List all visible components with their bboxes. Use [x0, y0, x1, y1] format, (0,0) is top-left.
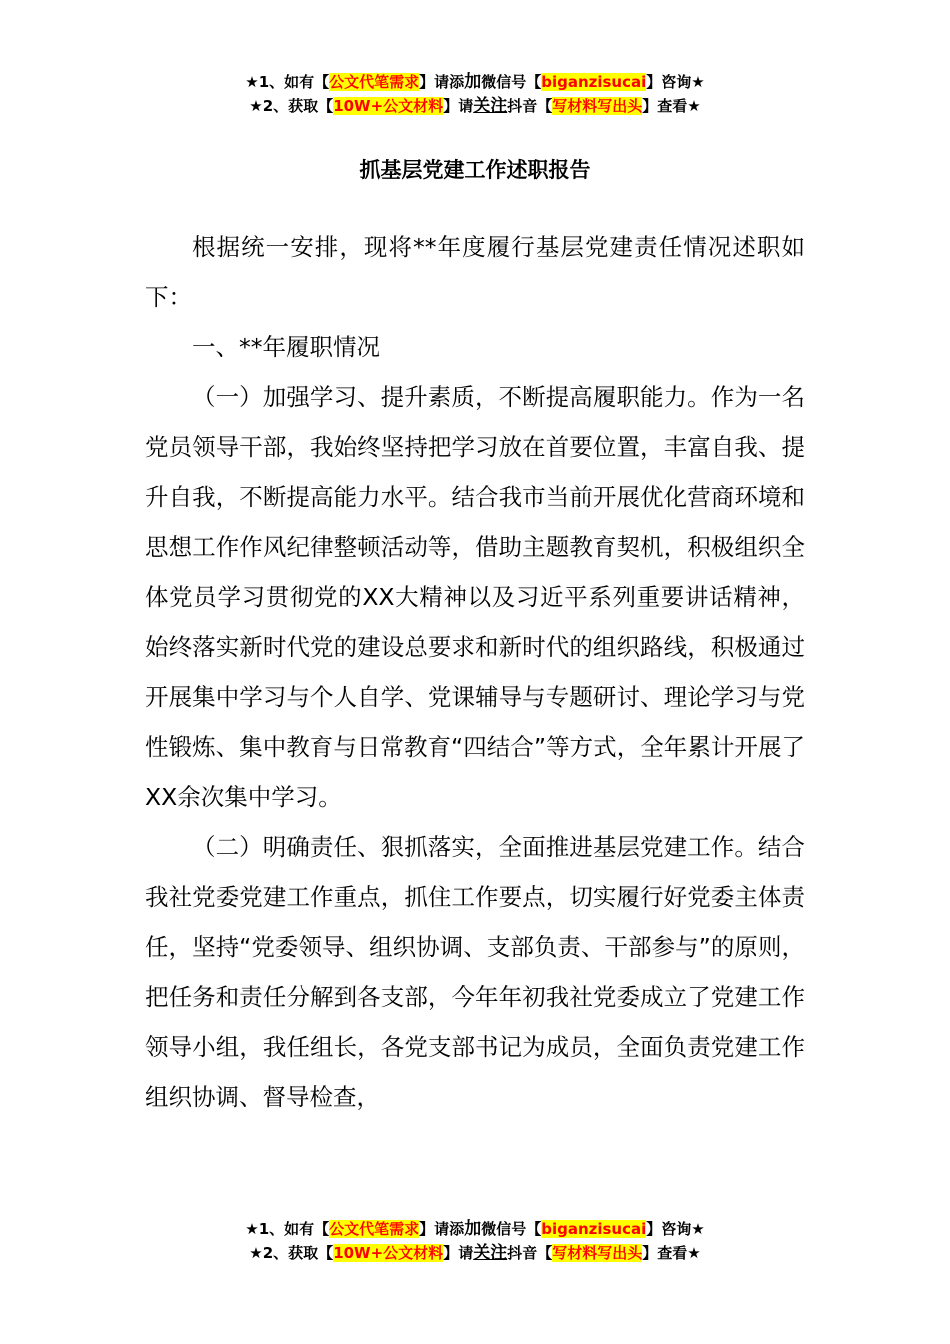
promo-text: 加: [464, 72, 482, 92]
promo-text: ★1、如有【: [245, 1220, 330, 1238]
promo-highlight: 10W+公文材料: [333, 97, 444, 115]
promo-text: 】请添: [419, 1220, 465, 1238]
promo-text: 】咨询★: [646, 1220, 705, 1238]
promo-banner-bottom: [0, 1217, 950, 1265]
paragraph-study: （一）加强学习、提升素质，不断提高履职能力。作为一名党员领导干部，我始终坚持把学习放在首要位置，丰富自我、提升自我，不断提高能力水平。结合我市当前开展优化营商环境和思想工作作风纪律整顿活动等，借助主题教育契机，积极组织全体党员学习贯彻党的XX大精神以及习近平系列重要讲话精神，始终落实新时代党的建设总要求和新时代的组织路线，积极通过开展集中学习与个人自学、党课辅导与专题研讨、理论学习与党性锻炼、集中教育与日常教育“四结合”等方式，全年累计开展了XX余次集中学习。: [145, 383, 805, 811]
promo-wechat-id: biganzisucai: [541, 73, 647, 91]
promo-text: ★1、如有【: [245, 73, 330, 91]
promo-douyin-id: 写材料写出头: [552, 97, 643, 115]
document-body: [145, 222, 805, 1122]
promo-line-2: [0, 94, 950, 118]
promo-text: ★2、获取【: [249, 97, 334, 115]
promo-line-1: [0, 1217, 950, 1241]
section-heading: 一、**年履职情况: [192, 333, 380, 361]
promo-text: 】请: [443, 97, 474, 115]
promo-text: 微信号【: [481, 73, 542, 91]
document-title: 抓基层党建工作述职报告: [359, 158, 591, 182]
promo-highlight: 10W+公文材料: [333, 1244, 444, 1262]
promo-text: 】请: [443, 1244, 474, 1262]
promo-douyin-id: 写材料写出头: [552, 1244, 643, 1262]
promo-text: 关注: [473, 96, 508, 116]
paragraph-responsibility: （二）明确责任、狠抓落实，全面推进基层党建工作。结合我社党委党建工作重点，抓住工作要点，切实履行好党委主体责任，坚持“党委领导、组织协调、支部负责、干部参与”的原则，把任务和责任分解到各支部，今年年初我社党委成立了党建工作领导小组，我任组长，各党支部书记为成员，全面负责党建工作组织协调、督导检查，: [145, 833, 805, 1111]
promo-text: 】咨询★: [646, 73, 705, 91]
promo-text: ★2、获取【: [249, 1244, 334, 1262]
promo-line-1: [0, 70, 950, 94]
promo-highlight: 公文代笔需求: [329, 1220, 420, 1238]
promo-text: 】查看★: [642, 1244, 701, 1262]
promo-text: 微信号【: [481, 1220, 542, 1238]
promo-text: 抖音【: [507, 1244, 553, 1262]
promo-text: 】查看★: [642, 97, 701, 115]
promo-line-2: [0, 1241, 950, 1265]
promo-banner-top: [0, 70, 950, 118]
promo-text: 关注: [473, 1243, 508, 1263]
promo-text: 抖音【: [507, 97, 553, 115]
paragraph-intro: 根据统一安排，现将**年度履行基层党建责任情况述职如下：: [145, 233, 805, 311]
promo-text: 】请添: [419, 73, 465, 91]
promo-highlight: 公文代笔需求: [329, 73, 420, 91]
promo-wechat-id: biganzisucai: [541, 1220, 647, 1238]
promo-text: 加: [464, 1219, 482, 1239]
